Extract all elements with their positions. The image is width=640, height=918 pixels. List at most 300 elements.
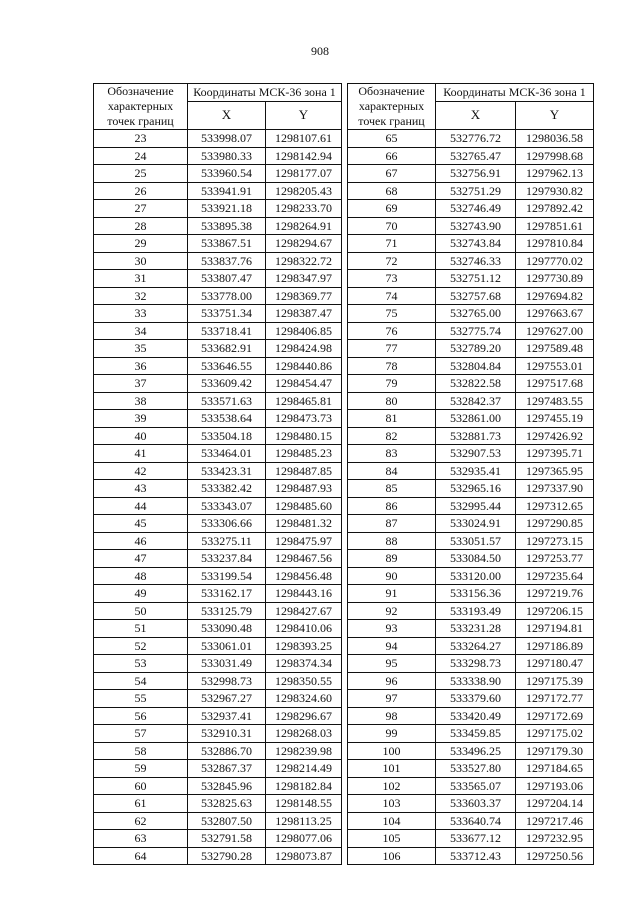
point-number-cell: 64	[94, 847, 188, 865]
y-coordinate-cell: 1298233.70	[266, 200, 342, 218]
y-coordinate-cell: 1298480.15	[266, 427, 342, 445]
x-coordinate-cell: 532791.58	[188, 830, 266, 848]
point-number-cell: 66	[348, 147, 436, 165]
y-coordinate-cell: 1297217.46	[516, 812, 594, 830]
table-row	[94, 847, 342, 865]
point-number-cell: 35	[94, 340, 188, 358]
table-row	[348, 165, 594, 183]
x-coordinate-cell: 533807.47	[188, 270, 266, 288]
point-number-cell: 26	[94, 182, 188, 200]
y-coordinate-cell: 1297232.95	[516, 830, 594, 848]
y-coordinate-cell: 1298427.67	[266, 602, 342, 620]
x-coordinate-cell: 532743.84	[436, 235, 516, 253]
point-number-cell: 91	[348, 585, 436, 603]
y-coordinate-cell: 1298475.97	[266, 532, 342, 550]
coordinates-table-right	[347, 83, 594, 865]
y-coordinate-cell: 1298393.25	[266, 637, 342, 655]
x-coordinate-cell: 533565.07	[436, 777, 516, 795]
x-coordinate-cell: 532967.27	[188, 690, 266, 708]
x-coordinate-cell: 533120.00	[436, 567, 516, 585]
point-number-cell: 63	[94, 830, 188, 848]
table-row	[348, 532, 594, 550]
table-row	[94, 585, 342, 603]
y-coordinate-cell: 1297204.14	[516, 795, 594, 813]
table-row	[94, 690, 342, 708]
table-row	[94, 672, 342, 690]
x-coordinate-cell: 533712.43	[436, 847, 516, 865]
x-coordinate-cell: 533998.07	[188, 130, 266, 148]
y-coordinate-cell: 1298440.86	[266, 357, 342, 375]
point-number-cell: 31	[94, 270, 188, 288]
table-row	[348, 480, 594, 498]
point-number-cell: 76	[348, 322, 436, 340]
point-number-cell: 42	[94, 462, 188, 480]
x-coordinate-cell: 532746.33	[436, 252, 516, 270]
y-coordinate-cell: 1298268.03	[266, 725, 342, 743]
table-row	[94, 760, 342, 778]
table-row	[348, 812, 594, 830]
table-row	[94, 410, 342, 428]
point-number-cell: 36	[94, 357, 188, 375]
point-number-cell: 51	[94, 620, 188, 638]
y-coordinate-cell: 1297172.77	[516, 690, 594, 708]
x-coordinate-cell: 533231.28	[436, 620, 516, 638]
x-coordinate-cell: 533298.73	[436, 655, 516, 673]
y-coordinate-cell: 1297172.69	[516, 707, 594, 725]
x-coordinate-cell: 533496.25	[436, 742, 516, 760]
table-row	[348, 445, 594, 463]
y-coordinate-cell: 1298481.32	[266, 515, 342, 533]
table-row	[348, 760, 594, 778]
table-row	[94, 147, 342, 165]
table-row	[94, 165, 342, 183]
point-number-cell: 48	[94, 567, 188, 585]
point-number-cell: 90	[348, 567, 436, 585]
point-number-cell: 93	[348, 620, 436, 638]
x-coordinate-cell: 533682.91	[188, 340, 266, 358]
y-coordinate-cell: 1298406.85	[266, 322, 342, 340]
x-coordinate-cell: 532751.29	[436, 182, 516, 200]
y-coordinate-cell: 1297930.82	[516, 182, 594, 200]
y-coordinate-cell: 1298296.67	[266, 707, 342, 725]
coordinates-table-right-body	[348, 130, 594, 865]
y-coordinate-cell: 1297193.06	[516, 777, 594, 795]
x-coordinate-cell: 532776.72	[436, 130, 516, 148]
table-row	[94, 602, 342, 620]
x-coordinate-cell: 533751.34	[188, 305, 266, 323]
x-coordinate-cell: 533895.38	[188, 217, 266, 235]
point-number-cell: 70	[348, 217, 436, 235]
coordinates-system-header: Координаты МСК-36 зона 1	[188, 84, 342, 102]
table-row	[94, 795, 342, 813]
point-number-cell: 60	[94, 777, 188, 795]
y-coordinate-cell: 1298485.60	[266, 497, 342, 515]
point-number-cell: 73	[348, 270, 436, 288]
table-row	[348, 305, 594, 323]
table-row	[94, 655, 342, 673]
y-coordinate-cell: 1297810.84	[516, 235, 594, 253]
y-coordinate-cell: 1297892.42	[516, 200, 594, 218]
point-number-cell: 98	[348, 707, 436, 725]
table-header-row	[348, 84, 594, 102]
point-number-cell: 75	[348, 305, 436, 323]
x-coordinate-cell: 533343.07	[188, 497, 266, 515]
point-number-cell: 71	[348, 235, 436, 253]
x-coordinate-cell: 532775.74	[436, 322, 516, 340]
point-number-cell: 50	[94, 602, 188, 620]
x-coordinate-cell: 533609.42	[188, 375, 266, 393]
x-coordinate-cell: 533527.80	[436, 760, 516, 778]
point-number-cell: 96	[348, 672, 436, 690]
x-coordinate-cell: 533156.36	[436, 585, 516, 603]
x-coordinate-cell: 533778.00	[188, 287, 266, 305]
point-number-cell: 38	[94, 392, 188, 410]
y-coordinate-cell: 1297395.71	[516, 445, 594, 463]
point-number-cell: 72	[348, 252, 436, 270]
y-coordinate-cell: 1297290.85	[516, 515, 594, 533]
point-number-cell: 62	[94, 812, 188, 830]
point-number-cell: 87	[348, 515, 436, 533]
x-coordinate-cell: 532995.44	[436, 497, 516, 515]
x-coordinate-cell: 532910.31	[188, 725, 266, 743]
table-row	[94, 375, 342, 393]
point-number-cell: 105	[348, 830, 436, 848]
x-coordinate-cell: 533960.54	[188, 165, 266, 183]
x-coordinate-cell: 532756.91	[436, 165, 516, 183]
table-row	[94, 322, 342, 340]
y-coordinate-cell: 1298073.87	[266, 847, 342, 865]
y-coordinate-cell: 1298387.47	[266, 305, 342, 323]
table-row	[348, 690, 594, 708]
table-row	[94, 777, 342, 795]
page-number: 908	[311, 44, 329, 58]
table-row	[94, 445, 342, 463]
x-coordinate-cell: 533306.66	[188, 515, 266, 533]
x-coordinate-cell: 533571.63	[188, 392, 266, 410]
y-coordinate-cell: 1298369.77	[266, 287, 342, 305]
point-number-cell: 57	[94, 725, 188, 743]
coordinates-table-left	[93, 83, 342, 865]
x-coordinate-cell: 533193.49	[436, 602, 516, 620]
table-row	[348, 182, 594, 200]
table-row	[348, 200, 594, 218]
table-row	[348, 235, 594, 253]
y-coordinate-cell: 1297337.90	[516, 480, 594, 498]
point-number-cell: 68	[348, 182, 436, 200]
point-number-cell: 46	[94, 532, 188, 550]
x-coordinate-cell: 533162.17	[188, 585, 266, 603]
table-row	[348, 742, 594, 760]
x-coordinate-cell: 533603.37	[436, 795, 516, 813]
y-column-header: Y	[516, 102, 594, 130]
y-coordinate-cell: 1297179.30	[516, 742, 594, 760]
y-coordinate-cell: 1298239.98	[266, 742, 342, 760]
point-number-cell: 89	[348, 550, 436, 568]
point-number-cell: 77	[348, 340, 436, 358]
y-coordinate-cell: 1298264.91	[266, 217, 342, 235]
table-row	[94, 567, 342, 585]
table-row	[348, 515, 594, 533]
x-coordinate-cell: 533382.42	[188, 480, 266, 498]
point-number-cell: 33	[94, 305, 188, 323]
point-number-cell: 100	[348, 742, 436, 760]
x-coordinate-cell: 532845.96	[188, 777, 266, 795]
table-row	[94, 235, 342, 253]
table-row	[94, 725, 342, 743]
table-row	[94, 515, 342, 533]
coordinates-table-left-body	[94, 130, 342, 865]
y-coordinate-cell: 1298467.56	[266, 550, 342, 568]
x-coordinate-cell: 532765.47	[436, 147, 516, 165]
y-coordinate-cell: 1298350.55	[266, 672, 342, 690]
x-coordinate-cell: 533423.31	[188, 462, 266, 480]
table-row	[94, 462, 342, 480]
table-row	[348, 707, 594, 725]
table-row	[94, 270, 342, 288]
point-number-cell: 52	[94, 637, 188, 655]
table-row	[348, 427, 594, 445]
x-coordinate-cell: 532822.58	[436, 375, 516, 393]
x-coordinate-cell: 533677.12	[436, 830, 516, 848]
table-row	[348, 410, 594, 428]
x-coordinate-cell: 532746.49	[436, 200, 516, 218]
y-coordinate-cell: 1298347.97	[266, 270, 342, 288]
point-number-cell: 30	[94, 252, 188, 270]
x-coordinate-cell: 532804.84	[436, 357, 516, 375]
y-coordinate-cell: 1297180.47	[516, 655, 594, 673]
point-number-cell: 85	[348, 480, 436, 498]
x-coordinate-cell: 533379.60	[436, 690, 516, 708]
table-row	[94, 707, 342, 725]
y-coordinate-cell: 1298487.85	[266, 462, 342, 480]
x-coordinate-cell: 532935.41	[436, 462, 516, 480]
x-coordinate-cell: 532886.70	[188, 742, 266, 760]
point-number-cell: 103	[348, 795, 436, 813]
table-row	[94, 287, 342, 305]
table-row	[94, 130, 342, 148]
table-header-row	[94, 84, 342, 102]
x-coordinate-cell: 532807.50	[188, 812, 266, 830]
table-row	[94, 620, 342, 638]
point-number-cell: 47	[94, 550, 188, 568]
table-row	[348, 847, 594, 865]
y-coordinate-cell: 1298487.93	[266, 480, 342, 498]
y-coordinate-cell: 1297186.89	[516, 637, 594, 655]
point-number-cell: 81	[348, 410, 436, 428]
point-number-cell: 92	[348, 602, 436, 620]
point-number-cell: 41	[94, 445, 188, 463]
x-coordinate-cell: 532965.16	[436, 480, 516, 498]
table-row	[348, 130, 594, 148]
point-number-cell: 25	[94, 165, 188, 183]
x-coordinate-cell: 533504.18	[188, 427, 266, 445]
table-row	[348, 777, 594, 795]
x-coordinate-cell: 532881.73	[436, 427, 516, 445]
x-coordinate-cell: 533199.54	[188, 567, 266, 585]
table-row	[348, 550, 594, 568]
point-number-cell: 104	[348, 812, 436, 830]
y-coordinate-cell: 1298485.23	[266, 445, 342, 463]
y-coordinate-cell: 1297253.77	[516, 550, 594, 568]
y-coordinate-cell: 1298454.47	[266, 375, 342, 393]
y-coordinate-cell: 1297851.61	[516, 217, 594, 235]
point-number-cell: 99	[348, 725, 436, 743]
point-number-cell: 102	[348, 777, 436, 795]
point-number-cell: 74	[348, 287, 436, 305]
table-row	[94, 217, 342, 235]
table-row	[348, 252, 594, 270]
table-row	[348, 497, 594, 515]
table-row	[348, 147, 594, 165]
point-designation-header: Обозначение характерных точек границ	[94, 84, 188, 130]
coordinates-system-header: Координаты МСК-36 зона 1	[436, 84, 594, 102]
table-row	[348, 392, 594, 410]
y-coordinate-cell: 1297962.13	[516, 165, 594, 183]
point-number-cell: 79	[348, 375, 436, 393]
point-number-cell: 45	[94, 515, 188, 533]
y-coordinate-cell: 1297365.95	[516, 462, 594, 480]
point-number-cell: 39	[94, 410, 188, 428]
point-number-cell: 86	[348, 497, 436, 515]
point-number-cell: 49	[94, 585, 188, 603]
point-number-cell: 61	[94, 795, 188, 813]
point-number-cell: 58	[94, 742, 188, 760]
point-number-cell: 65	[348, 130, 436, 148]
y-coordinate-cell: 1298113.25	[266, 812, 342, 830]
point-number-cell: 53	[94, 655, 188, 673]
table-row	[348, 725, 594, 743]
table-row	[94, 252, 342, 270]
table-row	[94, 305, 342, 323]
point-number-cell: 29	[94, 235, 188, 253]
table-row	[94, 340, 342, 358]
y-coordinate-cell: 1298443.16	[266, 585, 342, 603]
table-row	[348, 462, 594, 480]
table-row	[348, 795, 594, 813]
point-number-cell: 44	[94, 497, 188, 515]
point-number-cell: 94	[348, 637, 436, 655]
x-coordinate-cell: 533640.74	[436, 812, 516, 830]
x-coordinate-cell: 532765.00	[436, 305, 516, 323]
x-coordinate-cell: 532998.73	[188, 672, 266, 690]
table-row	[348, 375, 594, 393]
y-coordinate-cell: 1297206.15	[516, 602, 594, 620]
table-row	[94, 497, 342, 515]
table-row	[348, 270, 594, 288]
x-coordinate-cell: 533084.50	[436, 550, 516, 568]
y-coordinate-cell: 1298142.94	[266, 147, 342, 165]
table-row	[348, 620, 594, 638]
y-coordinate-cell: 1297219.76	[516, 585, 594, 603]
y-coordinate-cell: 1298148.55	[266, 795, 342, 813]
point-number-cell: 95	[348, 655, 436, 673]
y-coordinate-cell: 1298374.34	[266, 655, 342, 673]
table-row	[348, 637, 594, 655]
x-coordinate-cell: 533718.41	[188, 322, 266, 340]
point-number-cell: 55	[94, 690, 188, 708]
x-coordinate-cell: 532861.00	[436, 410, 516, 428]
y-coordinate-cell: 1297175.39	[516, 672, 594, 690]
point-number-cell: 24	[94, 147, 188, 165]
y-coordinate-cell: 1298107.61	[266, 130, 342, 148]
x-coordinate-cell: 532907.53	[436, 445, 516, 463]
y-coordinate-cell: 1297312.65	[516, 497, 594, 515]
x-coordinate-cell: 532743.90	[436, 217, 516, 235]
x-coordinate-cell: 533090.48	[188, 620, 266, 638]
x-coordinate-cell: 533420.49	[436, 707, 516, 725]
point-number-cell: 84	[348, 462, 436, 480]
x-coordinate-cell: 533941.91	[188, 182, 266, 200]
x-coordinate-cell: 532751.12	[436, 270, 516, 288]
y-coordinate-cell: 1297730.89	[516, 270, 594, 288]
y-coordinate-cell: 1298465.81	[266, 392, 342, 410]
y-coordinate-cell: 1298177.07	[266, 165, 342, 183]
point-number-cell: 34	[94, 322, 188, 340]
x-coordinate-cell: 533459.85	[436, 725, 516, 743]
x-coordinate-cell: 533921.18	[188, 200, 266, 218]
x-column-header: X	[188, 102, 266, 130]
table-row	[348, 655, 594, 673]
point-number-cell: 80	[348, 392, 436, 410]
table-row	[94, 480, 342, 498]
table-row	[348, 322, 594, 340]
point-designation-header: Обозначение характерных точек границ	[348, 84, 436, 130]
y-coordinate-cell: 1298324.60	[266, 690, 342, 708]
x-column-header: X	[436, 102, 516, 130]
point-number-cell: 43	[94, 480, 188, 498]
x-coordinate-cell: 533264.27	[436, 637, 516, 655]
x-coordinate-cell: 533024.91	[436, 515, 516, 533]
y-coordinate-cell: 1298205.43	[266, 182, 342, 200]
x-coordinate-cell: 532867.37	[188, 760, 266, 778]
table-row	[94, 182, 342, 200]
y-coordinate-cell: 1298036.58	[516, 130, 594, 148]
y-coordinate-cell: 1297627.00	[516, 322, 594, 340]
point-number-cell: 69	[348, 200, 436, 218]
y-coordinate-cell: 1297483.55	[516, 392, 594, 410]
point-number-cell: 37	[94, 375, 188, 393]
point-number-cell: 97	[348, 690, 436, 708]
y-coordinate-cell: 1297694.82	[516, 287, 594, 305]
table-row	[348, 672, 594, 690]
point-number-cell: 40	[94, 427, 188, 445]
y-coordinate-cell: 1297770.02	[516, 252, 594, 270]
y-coordinate-cell: 1298424.98	[266, 340, 342, 358]
y-coordinate-cell: 1297455.19	[516, 410, 594, 428]
y-coordinate-cell: 1297426.92	[516, 427, 594, 445]
y-column-header: Y	[266, 102, 342, 130]
table-row	[348, 287, 594, 305]
y-coordinate-cell: 1298410.06	[266, 620, 342, 638]
point-number-cell: 82	[348, 427, 436, 445]
table-row	[348, 340, 594, 358]
table-row	[348, 585, 594, 603]
point-number-cell: 78	[348, 357, 436, 375]
point-number-cell: 23	[94, 130, 188, 148]
y-coordinate-cell: 1297589.48	[516, 340, 594, 358]
x-coordinate-cell: 532842.37	[436, 392, 516, 410]
y-coordinate-cell: 1298182.84	[266, 777, 342, 795]
x-coordinate-cell: 533061.01	[188, 637, 266, 655]
x-coordinate-cell: 533125.79	[188, 602, 266, 620]
x-coordinate-cell: 532937.41	[188, 707, 266, 725]
x-coordinate-cell: 533867.51	[188, 235, 266, 253]
x-coordinate-cell: 533464.01	[188, 445, 266, 463]
table-row	[94, 357, 342, 375]
x-coordinate-cell: 532790.28	[188, 847, 266, 865]
table-row	[348, 357, 594, 375]
table-row	[94, 427, 342, 445]
